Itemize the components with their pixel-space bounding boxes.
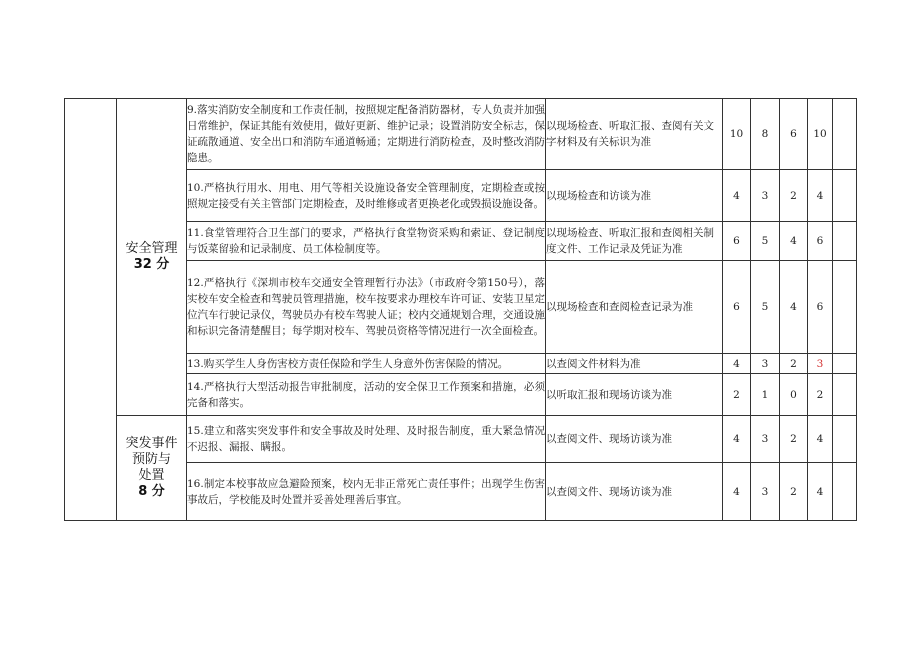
score-cell-highlighted: 3: [808, 354, 833, 374]
score-cell: 5: [751, 222, 780, 261]
score-cell: 2: [723, 374, 751, 416]
score-cell: [833, 416, 857, 463]
score-cell: 4: [723, 354, 751, 374]
item-text: 15.建立和落实突发事件和安全事故及时处理、及时报告制度，重大紧急情况不迟报、漏报、瞒报。: [187, 416, 546, 463]
category-name-line: 处置: [138, 468, 165, 483]
method-text: 以现场检查和访谈为准: [546, 170, 723, 222]
score-cell: 2: [780, 170, 808, 222]
category-name-line: 预防与: [131, 452, 171, 467]
score-cell: 3: [751, 170, 780, 222]
score-cell: 6: [723, 222, 751, 261]
method-text: 以现场检查、听取汇报、查阅有关文字材料及有关标识为准: [546, 99, 723, 170]
score-cell: 4: [723, 463, 751, 521]
method-text: 以查阅文件、现场访谈为准: [546, 416, 723, 463]
score-cell: 3: [751, 463, 780, 521]
item-text: 12.严格执行《深圳市校车交通安全管理暂行办法》（市政府令第150号），落实校车安全检查和驾驶员管理措施，校车按要求办理校车许可证、安装卫星定位汽车行驶记录仪，驾驶员办有校车驾驶人证；校内交通规划合理，交通设施和标识完备清楚醒目；每学期对校车、驾驶员资格等情况进行一次全面检查。: [187, 261, 546, 354]
score-cell: 4: [808, 170, 833, 222]
score-cell: 3: [751, 416, 780, 463]
category-name-line: 突发事件: [125, 436, 178, 451]
table-row: [65, 99, 857, 170]
score-cell: 3: [751, 354, 780, 374]
score-cell: 4: [780, 222, 808, 261]
item-text: 14.严格执行大型活动报告审批制度，活动的安全保卫工作预案和措施，必须完备和落实。: [187, 374, 546, 416]
score-cell: 6: [808, 261, 833, 354]
item-text: 10.严格执行用水、用电、用气等相关设施设备安全管理制度，定期检查或按照规定接受有关主管部门定期检查，及时维修或者更换老化或毁损设施设备。: [187, 170, 546, 222]
score-cell: [833, 374, 857, 416]
category-safety-management: [117, 99, 187, 416]
item-text: 16.制定本校事故应急避险预案，校内无非正常死亡责任事件；出现学生伤害事故后，学校能及时处置并妥善处理善后事宜。: [187, 463, 546, 521]
score-cell: [833, 99, 857, 170]
score-cell: 1: [751, 374, 780, 416]
score-cell: 4: [808, 416, 833, 463]
score-cell: 4: [808, 463, 833, 521]
score-cell: [833, 261, 857, 354]
score-cell: [833, 170, 857, 222]
score-cell: 4: [780, 261, 808, 354]
score-cell: 10: [808, 99, 833, 170]
method-text: 以查阅文件、现场访谈为准: [546, 463, 723, 521]
category-name: 安全管理: [125, 241, 178, 256]
table-row: [65, 416, 857, 463]
score-cell: 2: [780, 354, 808, 374]
category-emergency-handling: [117, 416, 187, 521]
method-text: 以现场检查和查阅检查记录为准: [546, 261, 723, 354]
item-text: 11.食堂管理符合卫生部门的要求，严格执行食堂物资采购和索证、登记制度与饭菜留验和记录制度、员工体检制度等。: [187, 222, 546, 261]
score-cell: 4: [723, 170, 751, 222]
evaluation-table: [64, 98, 857, 521]
score-cell: 5: [751, 261, 780, 354]
score-cell: [833, 354, 857, 374]
method-text: 以听取汇报和现场访谈为准: [546, 374, 723, 416]
score-cell: 6: [780, 99, 808, 170]
score-cell: 2: [780, 416, 808, 463]
category-score: 8 分: [138, 484, 165, 499]
score-cell: 8: [751, 99, 780, 170]
item-text: 9.落实消防安全制度和工作责任制，按照规定配备消防器材，专人负责并加强日常维护，保证其能有效使用，做好更新、维护记录；设置消防安全标志，保证疏散通道、安全出口和消防车通道畅通；定期进行消防检查，及时整改消防隐患。: [187, 99, 546, 170]
score-cell: 6: [808, 222, 833, 261]
method-text: 以现场检查、听取汇报和查阅相关制度文件、工作记录及凭证为准: [546, 222, 723, 261]
item-text: 13.购买学生人身伤害校方责任保险和学生人身意外伤害保险的情况。: [187, 354, 546, 374]
score-cell: 6: [723, 261, 751, 354]
score-cell: 0: [780, 374, 808, 416]
score-cell: 2: [808, 374, 833, 416]
category-score: 32 分: [133, 257, 170, 272]
method-text: 以查阅文件材料为准: [546, 354, 723, 374]
score-cell: 10: [723, 99, 751, 170]
score-cell: 2: [780, 463, 808, 521]
score-cell: [833, 463, 857, 521]
blank-first-column: [65, 99, 117, 521]
score-cell: [833, 222, 857, 261]
score-cell: 4: [723, 416, 751, 463]
